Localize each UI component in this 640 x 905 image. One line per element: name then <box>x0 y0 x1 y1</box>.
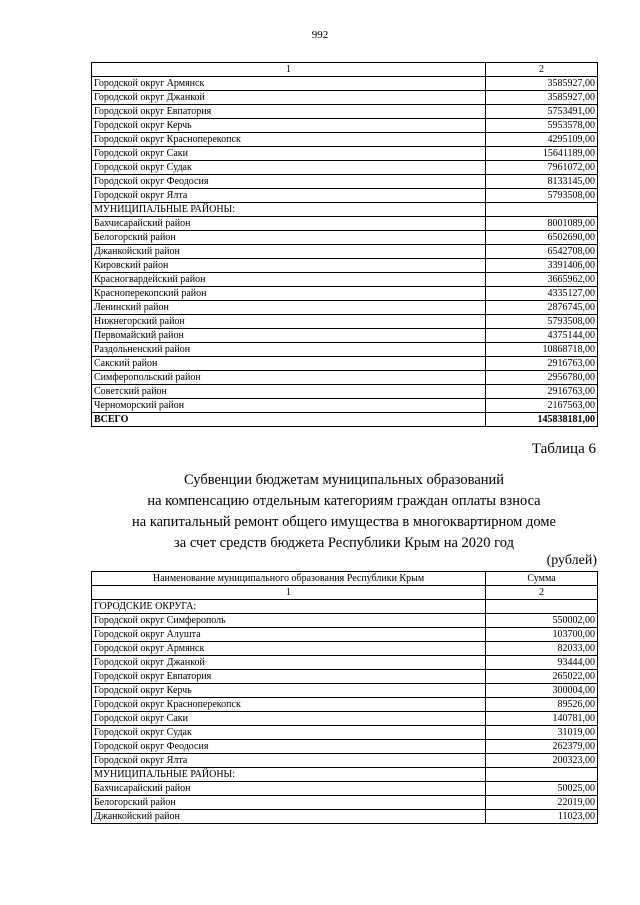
table-row <box>92 245 598 259</box>
table-title-line: Субвенции бюджетам муниципальных образований <box>183 472 505 488</box>
table-row <box>92 628 598 642</box>
municipality-name-cell: МУНИЦИПАЛЬНЫЕ РАЙОНЫ: <box>92 768 486 782</box>
municipality-name-cell: Городской округ Армянск <box>92 77 486 91</box>
amount-cell: 4375144,00 <box>486 329 598 343</box>
total-row <box>92 413 598 427</box>
municipality-name-cell: Бахчисарайский район <box>92 217 486 231</box>
amount-cell: 8133145,00 <box>486 175 598 189</box>
municipality-name-cell: Городской округ Красноперекопск <box>92 698 486 712</box>
amount-cell: 31019,00 <box>486 726 598 740</box>
municipality-name-cell: Симферопольский район <box>92 371 486 385</box>
table-row <box>92 357 598 371</box>
table-row <box>92 768 598 782</box>
table2-header-row <box>92 572 598 586</box>
municipality-name-cell: Городской округ Феодосия <box>92 740 486 754</box>
table-row <box>92 259 598 273</box>
municipality-name-cell: Городской округ Армянск <box>92 642 486 656</box>
table-row <box>92 105 598 119</box>
table-row <box>92 77 598 91</box>
amount-cell: 6502690,00 <box>486 231 598 245</box>
municipality-name-cell: Бахчисарайский район <box>92 782 486 796</box>
amount-cell: 200323,00 <box>486 754 598 768</box>
table1-body <box>92 63 598 427</box>
amount-cell: 550002,00 <box>486 614 598 628</box>
table-row <box>92 740 598 754</box>
table-row <box>92 782 598 796</box>
page-number: 992 <box>311 29 329 41</box>
amount-cell: 4295109,00 <box>486 133 598 147</box>
amount-cell: 2956780,00 <box>486 371 598 385</box>
amount-cell: 103700,00 <box>486 628 598 642</box>
table-row <box>92 698 598 712</box>
table-label: Таблица 6 <box>531 441 596 457</box>
amount-cell: 5753491,00 <box>486 105 598 119</box>
table-row <box>92 796 598 810</box>
amount-cell: 140781,00 <box>486 712 598 726</box>
amount-cell: 82033,00 <box>486 642 598 656</box>
column-number-1: 1 <box>92 586 486 600</box>
table-row <box>92 399 598 413</box>
amount-cell: 6542708,00 <box>486 245 598 259</box>
table-row <box>92 217 598 231</box>
table-row <box>92 133 598 147</box>
municipality-name-cell: Городской округ Красноперекопск <box>92 133 486 147</box>
subvention-table-6 <box>91 571 598 824</box>
table-row <box>92 119 598 133</box>
table-row <box>92 343 598 357</box>
amount-cell: 2167563,00 <box>486 399 598 413</box>
table-row <box>92 385 598 399</box>
municipality-name-cell: Ленинский район <box>92 301 486 315</box>
table-row <box>92 670 598 684</box>
amount-cell: 11023,00 <box>486 810 598 824</box>
table-row <box>92 684 598 698</box>
municipality-name-cell: Нижнегорский район <box>92 315 486 329</box>
table-row <box>92 600 598 614</box>
table-row <box>92 91 598 105</box>
table-title-line: на капитальный ремонт общего имущества в многоквартирном доме <box>132 514 556 530</box>
municipality-name-cell: ГОРОДСКИЕ ОКРУГА: <box>92 600 486 614</box>
table-row <box>92 161 598 175</box>
municipality-name-cell: Сакский район <box>92 357 486 371</box>
municipality-name-cell: Городской округ Судак <box>92 161 486 175</box>
table-row <box>92 614 598 628</box>
municipality-name-cell: Красногвардейский район <box>92 273 486 287</box>
amount-cell: 3585927,00 <box>486 91 598 105</box>
municipality-name-cell: Городской округ Симферополь <box>92 614 486 628</box>
table-row <box>92 147 598 161</box>
municipality-name-cell: Городской округ Феодосия <box>92 175 486 189</box>
table-row <box>92 656 598 670</box>
table-row <box>92 642 598 656</box>
amount-cell: 15641189,00 <box>486 147 598 161</box>
amount-cell: 5793508,00 <box>486 189 598 203</box>
municipality-name-cell: Белогорский район <box>92 231 486 245</box>
municipality-name-cell: Городской округ Джанкой <box>92 656 486 670</box>
municipality-name-cell: Городской округ Алушта <box>92 628 486 642</box>
municipality-name-cell: Первомайский район <box>92 329 486 343</box>
amount-cell: 50025,00 <box>486 782 598 796</box>
table2-column-numbers-row <box>92 586 598 600</box>
total-label: ВСЕГО <box>92 413 486 427</box>
column-number-2: 2 <box>486 63 598 77</box>
table-title-line: за счет средств бюджета Республики Крым на 2020 год <box>174 535 514 551</box>
amount-cell: 5793508,00 <box>486 315 598 329</box>
total-amount: 145838181,00 <box>486 413 598 427</box>
table-row <box>92 287 598 301</box>
table-row <box>92 712 598 726</box>
municipality-name-cell: Раздольненский район <box>92 343 486 357</box>
municipality-name-cell: Городской округ Керчь <box>92 119 486 133</box>
amount-cell: 10868718,00 <box>486 343 598 357</box>
municipality-name-cell: МУНИЦИПАЛЬНЫЕ РАЙОНЫ: <box>92 203 486 217</box>
amount-cell: 22019,00 <box>486 796 598 810</box>
municipality-name-cell: Белогорский район <box>92 796 486 810</box>
municipality-name-cell: Кировский район <box>92 259 486 273</box>
table-row <box>92 754 598 768</box>
municipality-name-cell: Джанкойский район <box>92 245 486 259</box>
municipality-name-cell: Городской округ Евпатория <box>92 670 486 684</box>
amount-cell: 300004,00 <box>486 684 598 698</box>
amount-cell <box>486 768 598 782</box>
table-row <box>92 810 598 824</box>
table-row <box>92 175 598 189</box>
table-row <box>92 329 598 343</box>
municipality-name-cell: Городской округ Ялта <box>92 754 486 768</box>
amount-cell: 4335127,00 <box>486 287 598 301</box>
table-row <box>92 726 598 740</box>
column-number-1: 1 <box>92 63 486 77</box>
municipality-name-cell: Городской округ Керчь <box>92 684 486 698</box>
municipality-name-cell: Городской округ Евпатория <box>92 105 486 119</box>
subvention-table-continued <box>91 62 598 427</box>
amount-cell: 265022,00 <box>486 670 598 684</box>
amount-cell: 8001089,00 <box>486 217 598 231</box>
municipality-name-cell: Черноморский район <box>92 399 486 413</box>
table-row <box>92 273 598 287</box>
amount-cell: 7961072,00 <box>486 161 598 175</box>
amount-cell: 89526,00 <box>486 698 598 712</box>
amount-cell: 5953578,00 <box>486 119 598 133</box>
amount-cell <box>486 203 598 217</box>
municipality-name-cell: Городской округ Саки <box>92 147 486 161</box>
amount-cell: 2916763,00 <box>486 385 598 399</box>
table-row <box>92 231 598 245</box>
table-title <box>91 470 597 554</box>
currency-unit-label: (рублей) <box>546 553 597 568</box>
table-row <box>92 189 598 203</box>
table2-body <box>92 572 598 824</box>
municipality-name-cell: Городской округ Саки <box>92 712 486 726</box>
amount-cell: 3585927,00 <box>486 77 598 91</box>
amount-cell: 262379,00 <box>486 740 598 754</box>
table-row <box>92 371 598 385</box>
amount-cell: 3391406,00 <box>486 259 598 273</box>
amount-cell: 2876745,00 <box>486 301 598 315</box>
column-header-amount: Сумма <box>486 572 598 586</box>
municipality-name-cell: Красноперекопский район <box>92 287 486 301</box>
amount-cell: 93444,00 <box>486 656 598 670</box>
municipality-name-cell: Городской округ Джанкой <box>92 91 486 105</box>
table-title-line: на компенсацию отдельным категориям граждан оплаты взноса <box>147 493 541 509</box>
municipality-name-cell: Городской округ Ялта <box>92 189 486 203</box>
municipality-name-cell: Джанкойский район <box>92 810 486 824</box>
amount-cell: 3665962,00 <box>486 273 598 287</box>
table1-column-numbers-row <box>92 63 598 77</box>
column-header-name: Наименование муниципального образования Республики Крым <box>92 572 486 586</box>
municipality-name-cell: Городской округ Судак <box>92 726 486 740</box>
amount-cell: 2916763,00 <box>486 357 598 371</box>
table-row <box>92 315 598 329</box>
table-row <box>92 301 598 315</box>
municipality-name-cell: Советский район <box>92 385 486 399</box>
amount-cell <box>486 600 598 614</box>
column-number-2: 2 <box>486 586 598 600</box>
table-row <box>92 203 598 217</box>
